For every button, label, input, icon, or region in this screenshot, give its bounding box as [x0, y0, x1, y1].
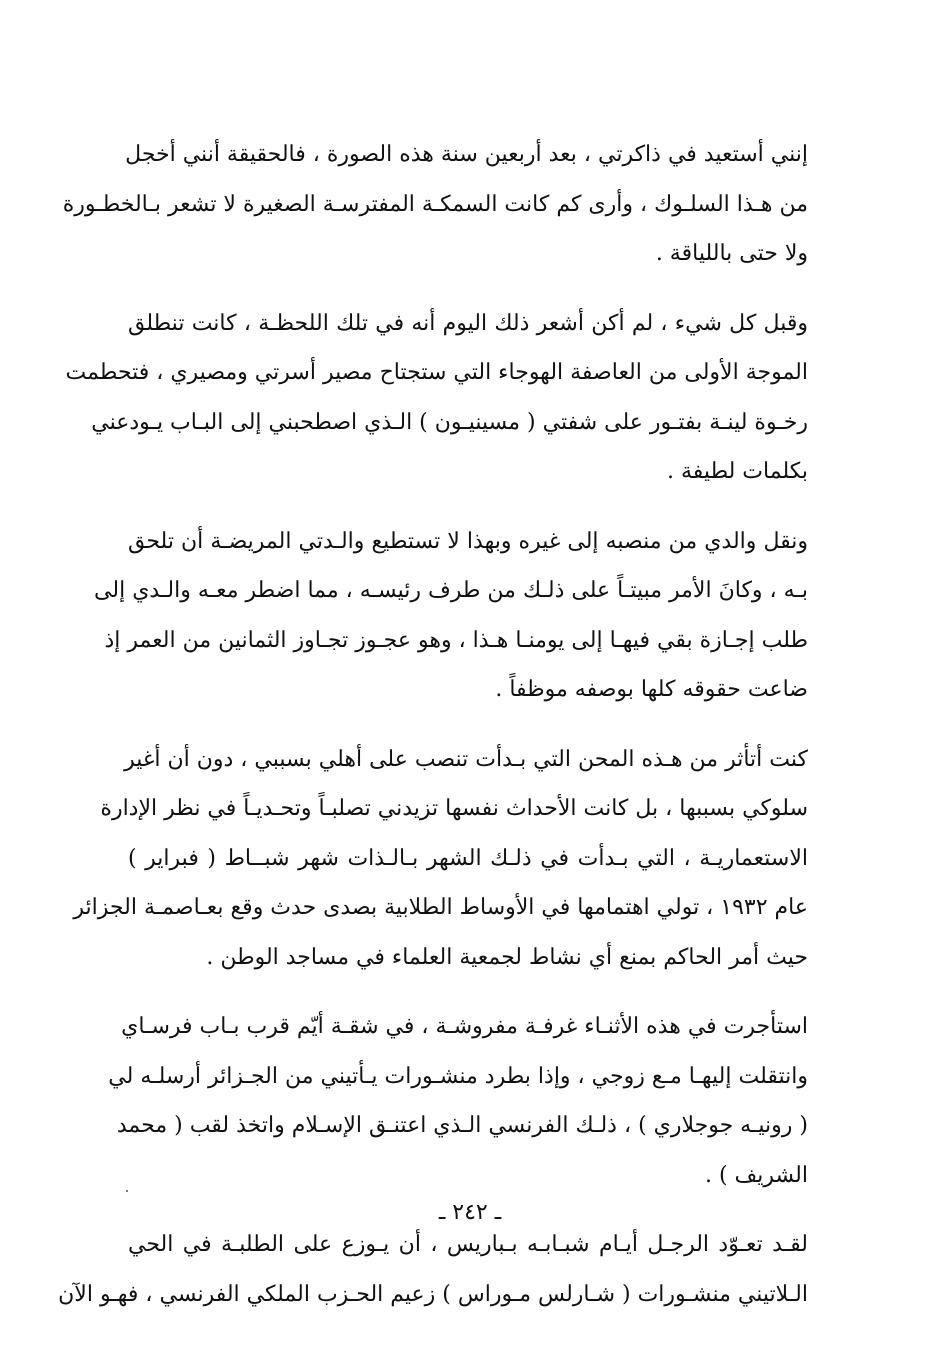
text-line: ولا حتى باللياقة . — [655, 241, 808, 266]
paragraph-6 — [58, 1220, 808, 1319]
text-line: الموجة الأولى من العاصفة الهوجاء التي ستجتاح مصير أسرتي ومصيري ، فتحطمت — [65, 360, 808, 385]
text-line: وقبل كل شيء ، لم أكن أشعر ذلك اليوم أنه في تلك اللحظـة ، كانت تنطلق — [128, 310, 808, 336]
text-line: الـلاتيني منشـورات ( شـارلس مـوراس ) زعيم الحـزب الملكي الفرنسي ، فهـو الآن — [58, 1281, 808, 1307]
text-line: إنني أستعيد في ذاكرتي ، بعد أربعين سنة هذه الصورة ، فالحقيقة أنني أخجل — [125, 142, 808, 167]
text-line: ونقل والدي من منصبه إلى غيره وبهذا لا تستطيع والـدتي المريضـة أن تلحق — [128, 528, 808, 554]
text-line: بكلمات لطيفة . — [667, 459, 808, 484]
text-line: كنت أتأثر من هـذه المحن التي بـدأت تنصب على أهلي بسببي ، دون أن أغير — [124, 746, 808, 772]
paragraph-2 — [65, 299, 808, 497]
text-line: رخـوة لينـة بفتـور على شفتي ( مسينيـون ) الـذي اصطحبني إلى البـاب يـودعني — [91, 409, 808, 435]
body-text — [58, 130, 808, 1339]
page-number: ـ ٢٤٢ ـ — [438, 1200, 502, 1225]
text-line: حيث أمر الحاكم بمنع أي نشاط لجمعية العلماء في مساجد الوطن . — [206, 944, 808, 970]
scan-speck — [126, 1190, 128, 1192]
text-line: من هـذا السلـوك ، وأرى كم كانت السمكـة المفترسـة الصغيرة لا تشعر بـالخطـورة — [62, 191, 808, 217]
text-line: ضاعت حقوقه كلها بوصفه موظفاً . — [495, 677, 808, 702]
text-line: وانتقلت إليهـا مـع زوجي ، وإذا بطرد منشـورات يـأتيني من الجـزائر أرسلـه لي — [108, 1063, 808, 1089]
text-line: بـه ، وكانَ الأمر مبيتـاً على ذلـك من طرف رئيسـه ، مما اضطر معـه والـدي إلى — [94, 578, 808, 603]
text-line: سلوكي بسببها ، بل كانت الأحداث نفسها تزيدني تصلبـاً وتحـديـاً في نظر الإدارة — [100, 796, 808, 821]
paragraph-5 — [108, 1002, 808, 1200]
paragraph-1 — [62, 130, 808, 279]
text-line: طلب إجـازة بقي فيهـا إلى يومنـا هـذا ، وهو عجـوز تجـاوز الثمانين من العمر إذ — [104, 627, 808, 653]
text-line: استأجرت في هذه الأثنـاء غرفـة مفروشـة ، في شقـة أيّم قرب بـاب فرسـاي — [121, 1014, 808, 1039]
text-line: عام ١٩٣٢ ، تولي اهتمامها في الأوساط الطلابية بصدى حدث وقع بعـاصمـة الجزائر — [73, 895, 808, 920]
text-line: ( رونيـه جوجلاري ) ، ذلـك الفرنسي الـذي اعتنـق الإسـلام واتخذ لقب ( محمد — [116, 1113, 808, 1138]
text-line: الاستعماريـة ، التي بـدأت في ذلـك الشهر بـالـذات شهر شبــاط ( فبراير ) — [128, 845, 808, 871]
text-line: لقـد تعـوّد الرجـل أيـام شبـابـه بـباريس ، أن يـوزع على الطلبـة في الحي — [128, 1232, 808, 1257]
text-line: الشريف ) . — [704, 1162, 808, 1188]
paragraph-3 — [94, 517, 808, 715]
paragraph-4 — [73, 735, 808, 983]
